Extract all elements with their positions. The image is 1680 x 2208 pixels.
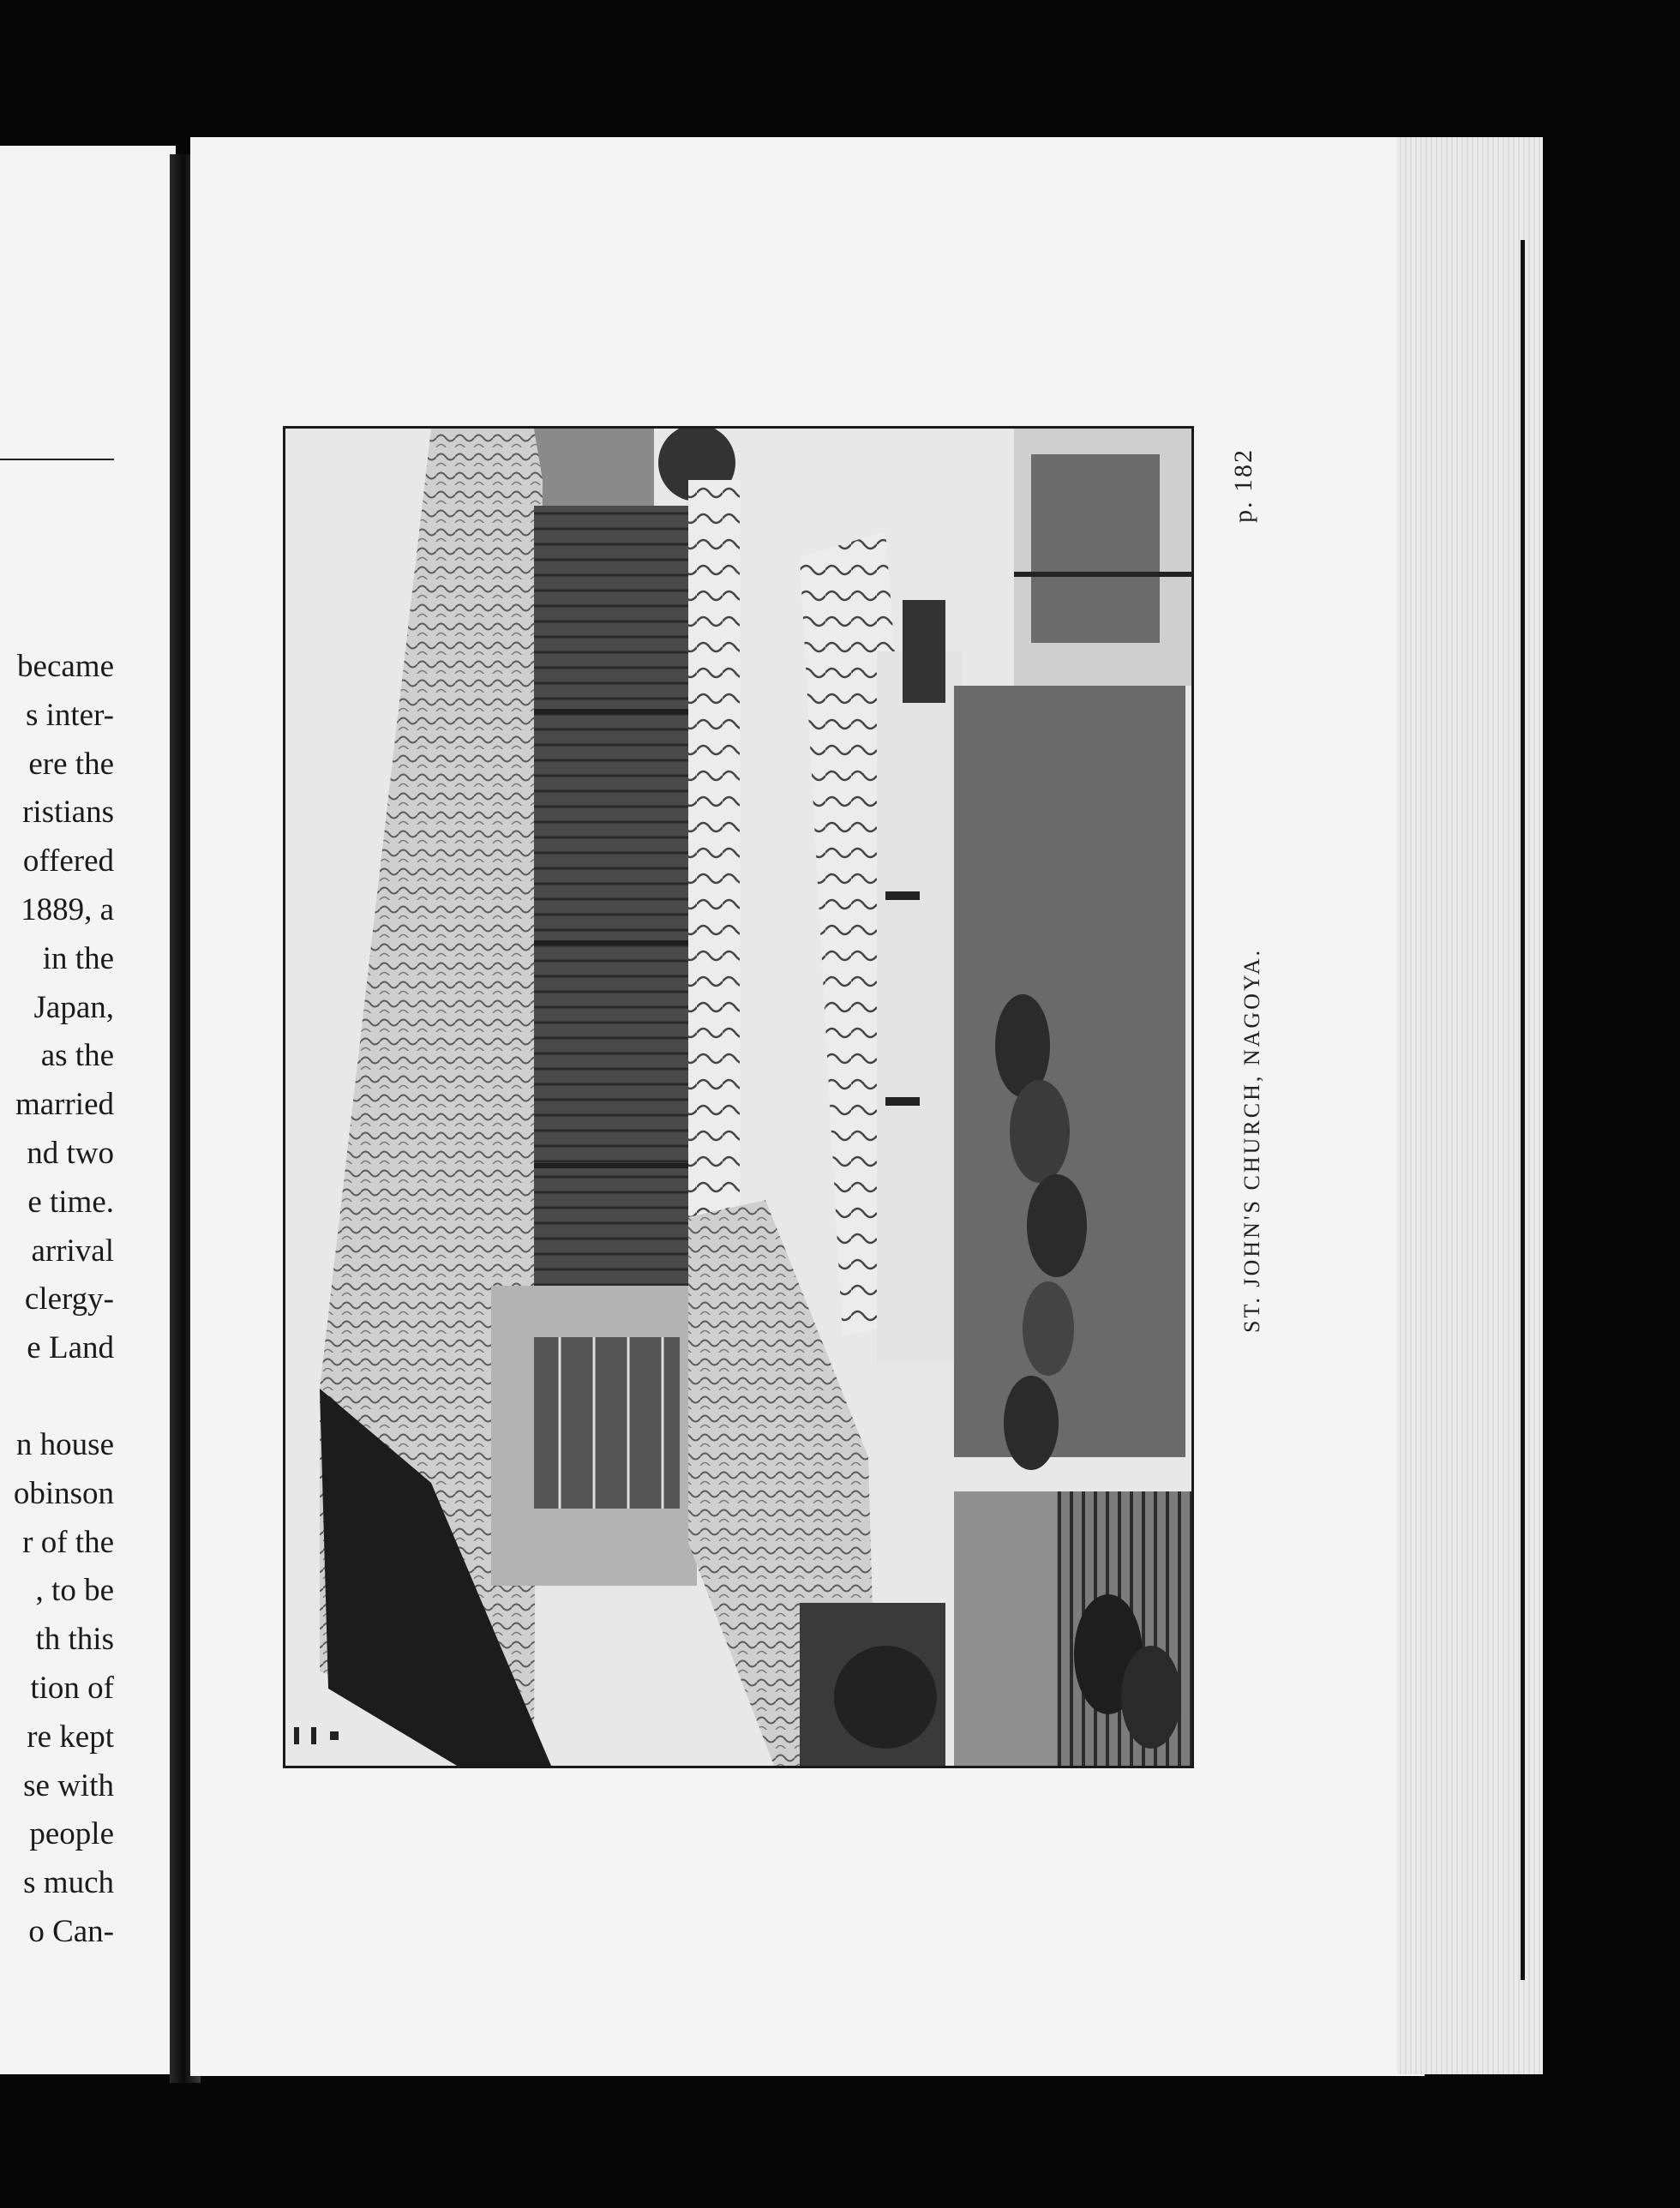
text-line: people	[29, 1816, 114, 1852]
text-line: e Land	[27, 1330, 114, 1366]
text-line: se with	[23, 1767, 114, 1803]
text-line: arrival	[31, 1233, 114, 1269]
text-line: , to be	[35, 1573, 114, 1609]
text-line: obinson	[13, 1475, 114, 1511]
text-line: Japan,	[33, 989, 114, 1025]
page-reference: p. 182	[1229, 448, 1257, 523]
paragraph-gap	[14, 1373, 114, 1421]
text-line: r of the	[22, 1524, 114, 1560]
text-line: s inter-	[25, 697, 114, 733]
photograph-image	[285, 429, 1191, 1766]
church-photograph	[283, 426, 1194, 1768]
cover-edge	[1521, 240, 1525, 1980]
text-line: clergy-	[24, 1281, 114, 1317]
text-line: ere the	[28, 746, 114, 782]
text-line: n house	[15, 1426, 114, 1462]
text-line: o Can-	[28, 1913, 114, 1949]
text-line: 1889, a	[21, 891, 114, 927]
text-line: th this	[35, 1622, 114, 1658]
text-line: s much	[23, 1865, 114, 1901]
text-line: married	[15, 1087, 114, 1123]
text-line: re kept	[27, 1719, 114, 1755]
section-rule	[0, 459, 114, 460]
figure-caption: ST. JOHN'S CHURCH, NAGOYA.	[1239, 947, 1264, 1333]
text-line: e time.	[27, 1184, 114, 1220]
left-page-text	[14, 643, 114, 1957]
text-line: as the	[40, 1038, 114, 1074]
text-line: ristians	[22, 795, 114, 831]
text-line: offered	[22, 843, 114, 879]
text-line: nd two	[27, 1135, 114, 1171]
text-line: became	[17, 649, 114, 684]
text-line: in the	[42, 940, 114, 976]
text-line: tion of	[30, 1670, 114, 1706]
left-page	[0, 146, 176, 2074]
